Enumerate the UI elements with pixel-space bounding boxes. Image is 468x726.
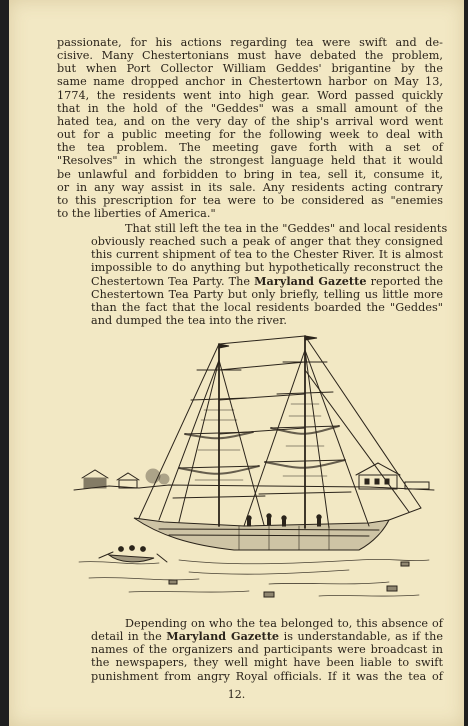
text-fragment: reported the bbox=[366, 274, 443, 288]
page-number: 12. bbox=[227, 688, 246, 701]
shore-trees-left bbox=[146, 469, 169, 484]
text-fragment: is understandable, as if the bbox=[279, 630, 444, 644]
newspaper-title: Maryland Gazette bbox=[166, 629, 280, 644]
paragraph-3 bbox=[57, 617, 443, 683]
text-line: punishment from angry Royal officials. If it was the tea of bbox=[91, 669, 443, 683]
text-line: or in any way assist in its sale. Any residents acting contrary bbox=[57, 180, 443, 194]
text-line: hated tea, and on the very day of the ship's arrival word went bbox=[57, 114, 443, 128]
rowboat bbox=[99, 546, 167, 562]
ship-illustration bbox=[69, 330, 439, 610]
text-line: cisive. Many Chestertonians must have debated the problem, bbox=[57, 49, 443, 63]
newspaper-title: Maryland Gazette bbox=[254, 273, 367, 288]
text-line: 1774, the residents went into high gear. Word passed quickly bbox=[57, 88, 443, 102]
text-line: but when Port Collector William Geddes' brigantine by the bbox=[57, 62, 443, 76]
bowsprit bbox=[389, 508, 421, 520]
book-page bbox=[9, 0, 464, 726]
text-line: the tea problem. The meeting gave forth with a set of bbox=[57, 141, 443, 155]
text-fragment: Chestertown Tea Party. The bbox=[91, 274, 255, 288]
text-fragment: detail in the bbox=[91, 630, 167, 644]
paragraph-2 bbox=[57, 222, 448, 328]
text-line: to the liberties of America." bbox=[57, 207, 216, 221]
text-line: obviously reached such a peak of anger that they consigned bbox=[91, 235, 443, 249]
shore-building-left bbox=[82, 470, 139, 488]
text-line: Chestertown Tea Party but only briefly, telling us little more bbox=[91, 287, 443, 301]
text-line: than the fact that the local residents boarded the "Geddes" bbox=[91, 300, 443, 314]
text-line: out for a public meeting for the following week to deal with bbox=[57, 128, 443, 142]
text-line: the newspapers, they well might have been liable to swift bbox=[91, 656, 443, 670]
text-line: impossible to do anything but hypothetically reconstruct the bbox=[91, 261, 443, 275]
text-line: this current shipment of tea to the Chester River. It is almost bbox=[91, 248, 443, 262]
text-line: Depending on who the tea belonged to, this absence of bbox=[125, 617, 443, 630]
text-line: to this prescription for tea were to be considered as "enemies bbox=[57, 193, 443, 207]
text-line: same name dropped anchor in Chestertown harbor on May 13, bbox=[57, 75, 443, 89]
text-line: "Resolves" in which the strongest language held that it would bbox=[57, 154, 443, 168]
text-line: passionate, for his actions regarding tea were swift and de- bbox=[57, 36, 443, 49]
shore-building-right bbox=[356, 463, 429, 489]
water bbox=[79, 559, 429, 596]
text-line: That still left the tea in the "Geddes" and local residents bbox=[125, 222, 448, 235]
ship-hull bbox=[134, 518, 389, 550]
paragraph-1 bbox=[57, 36, 443, 220]
text-line: names of the organizers and participants were broadcast in bbox=[91, 643, 443, 657]
text-line: and dumped the tea into the river. bbox=[91, 314, 287, 328]
text-line-with-newspaper-title bbox=[57, 275, 443, 288]
text-line: be unlawful and forbidden to bring in tea, sell it, consume it, bbox=[57, 167, 443, 181]
text-line-with-newspaper-title bbox=[57, 630, 443, 643]
text-line: that in the hold of the "Geddes" was a small amount of the bbox=[57, 101, 443, 115]
